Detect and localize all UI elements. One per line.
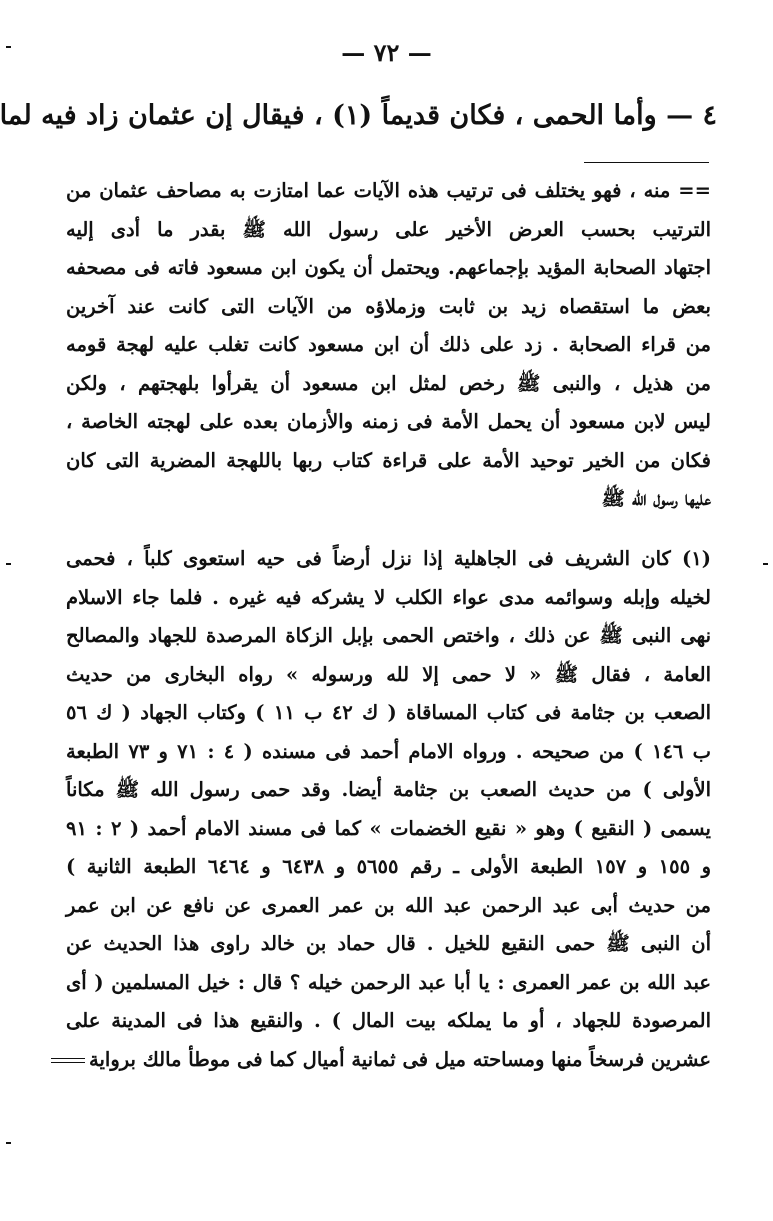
footnote-line: العامة ، فقال ﷺ « لا حمى إلا لله ورسوله » رواه البخارى من حديث (66, 662, 711, 686)
page-number: — ٧٢ — (341, 38, 432, 67)
continuation-line: بعض ما استقصاه زيد بن ثابت وزملاؤه من الآيات التى كانت عند آخرين (66, 294, 711, 318)
footnote-line: ب ١٤٦ ) من صحيحه . ورواه الامام أحمد فى مسنده ( ٤ : ٧١ و ٧٣ الطبعة (66, 739, 711, 763)
continuation-line: فكان من الخير توحيد الأمة على قراءة كتاب ربها باللهجة المضرية التى كان (66, 448, 711, 472)
footnote-separator (584, 162, 709, 163)
footnote-line: الصعب بن جثامة فى كتاب المساقاة ( ك ٤٢ ب ١١ ) وكتاب الجهاد ( ك ٥٦ (66, 701, 711, 724)
footnote-line: المرصودة للجهاد ، أو ما يملكه بيت المال ) . والنقيع هذا فى المدينة على (66, 1009, 711, 1032)
footnote-1 (66, 540, 711, 1079)
footnote-line (66, 1041, 711, 1080)
footnote-line-text: عشرين فرسخاً منها ومساحته ميل فى ثمانية أميال كما فى موطأ مالك برواية (89, 1047, 711, 1071)
footnote-line: لخيله وإبله وسوائمه مدى عواء الكلب لا يشركه فيه غيره . فلما جاء الاسلام (66, 585, 711, 609)
footnote-line: عبد الله بن عمر العمرى : يا أبا عبد الرحمن خيله ؟ قال : خيل المسلمين ( أى (66, 970, 711, 994)
margin-mark (6, 46, 11, 48)
footnote-line: و ١٥٥ و ١٥٧ الطبعة الأولى ـ رقم ٥٦٥٥ و ٦٤٣٨ و ٦٤٦٤ الطبعة الثانية ) (66, 855, 711, 878)
continuation-dash (51, 1058, 85, 1063)
main-text-line: ٤ — وأما الحمى ، فكان قديماً (١) ، فيقال إن عثمان زاد فيه لما (0, 100, 717, 131)
continuation-line: ليس لابن مسعود أن يحمل الأمة فى زمنه والأزمان بعده على لهجته الخاصة ، (66, 410, 711, 433)
margin-mark (6, 563, 11, 565)
continuation-note (66, 172, 711, 519)
continuation-line: الترتيب بحسب العرض الأخير على رسول الله ﷺ بقدر ما أدى إليه (66, 217, 711, 241)
margin-mark (6, 1142, 11, 1144)
footnote-line: أن النبى ﷺ حمى النقيع للخيل . قال حماد بن خالد راوى هذا الحديث عن (66, 932, 711, 955)
continuation-line: من قراء الصحابة . زد على ذلك أن ابن مسعود كانت تغلب عليه لهجة قومه (66, 333, 711, 356)
footnote-line: الأولى ) من حديث الصعب بن جثامة أيضا. وقد حمى رسول الله ﷺ مكاناً (66, 778, 711, 801)
footnote-line: من حديث أبى عبد الرحمن عبد الله بن عمر العمرى عن نافع عن ابن عمر (66, 893, 711, 917)
margin-mark (763, 563, 768, 565)
continuation-line: عليها رسول الله ﷺ (601, 487, 711, 510)
continuation-line: == منه ، فهو يختلف فى ترتيب هذه الآيات عما امتازت به مصاحف عثمان من (66, 179, 711, 202)
footnote-line: (١) كان الشريف فى الجاهلية إذا نزل أرضاً فى حيه استعوى كلباً ، فحمى (66, 547, 711, 570)
continuation-line: اجتهاد الصحابة المؤيد بإجماعهم. ويحتمل أن يكون ابن مسعود فاته فى مصحفه (66, 256, 711, 279)
continuation-line: من هذيل ، والنبى ﷺ رخص لمثل ابن مسعود أن يقرأوا بلهجتهم ، ولكن (66, 371, 711, 395)
footnote-line: نهى النبى ﷺ عن ذلك ، واختص الحمى بإبل الزكاة المرصدة للجهاد والمصالح (66, 624, 711, 647)
footnote-line: يسمى ( النقيع ) وهو « نقيع الخضمات » كما فى مسند الامام أحمد ( ٢ : ٩١ (66, 816, 711, 840)
